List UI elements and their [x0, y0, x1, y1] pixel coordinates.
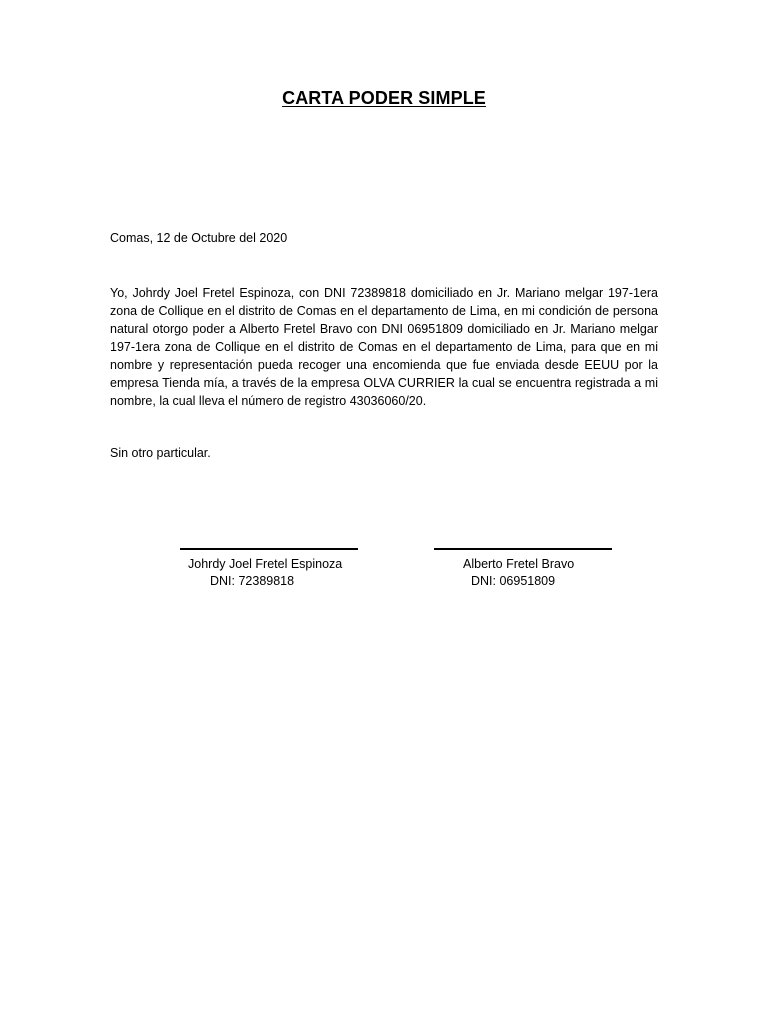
document-title: CARTA PODER SIMPLE	[282, 88, 486, 108]
signature-line	[180, 548, 358, 550]
signature-name: Johrdy Joel Fretel Espinoza	[188, 557, 343, 571]
closing-line: Sin otro particular.	[110, 446, 211, 460]
signature-name: Alberto Fretel Bravo	[463, 557, 575, 571]
signature-block-grantee	[434, 548, 614, 588]
signature-block-grantor	[180, 548, 360, 588]
date-line: Comas, 12 de Octubre del 2020	[110, 231, 288, 245]
signature-dni: DNI: 06951809	[471, 574, 556, 588]
signature-dni: DNI: 72389818	[210, 574, 295, 588]
body-paragraph: Yo, Johrdy Joel Fretel Espinoza, con DNI 72389818 domiciliado en Jr. Mariano melgar 197-1era zona de Collique en el distrito de Comas en el departamento de Lima, en mi condición de persona natural otorgo poder a Alberto Fretel Bravo con DNI 06951809 domiciliado en Jr. Mariano melgar 197-1era zona de Collique en el distrito de Comas en el departamento de Lima, para que en mi nombre y representación pueda recoger una encomienda que fue enviada desde EEUU por la empresa Tienda mía, a través de la empresa OLVA CURRIER la cual se encuentra registrada a mi nombre, la cual lleva el número de registro 43036060/20.	[110, 286, 658, 408]
signature-line	[434, 548, 612, 550]
